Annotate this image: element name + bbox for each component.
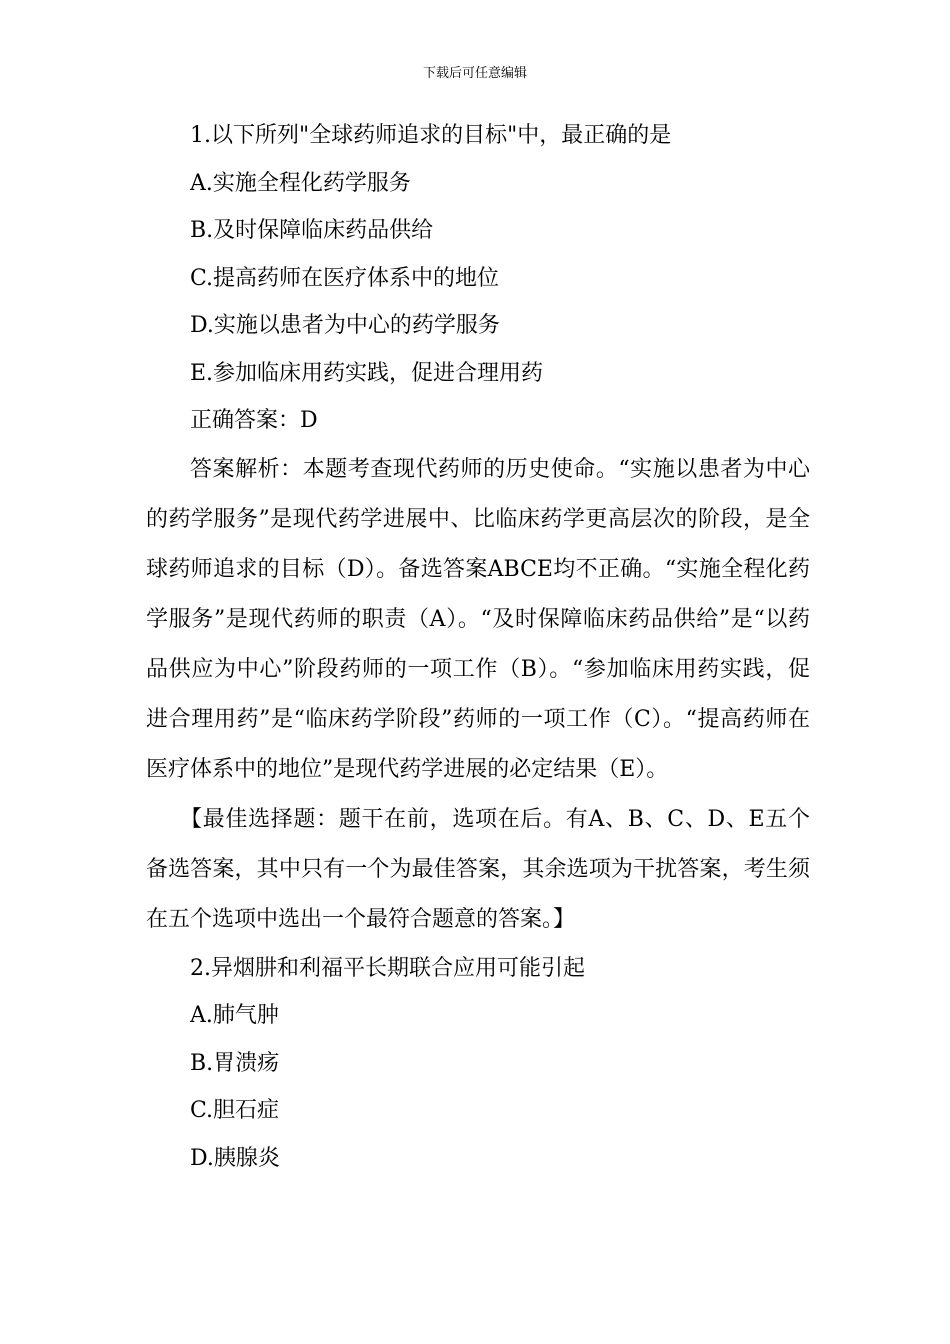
question-1-stem: 1.以下所列"全球药师追求的目标"中，最正确的是 xyxy=(190,123,672,148)
document-body xyxy=(146,112,810,1182)
question-1-analysis: 答案解析：本题考查现代药师的历史使命。“实施以患者为中心的药学服务”是现代药学进展中、比临床药学更高层次的阶段，是全球药师追求的目标（D）。备选答案ABCE均不正确。“实施全程化药学服务”是现代药师的职责（A）。“及时保障临床药品供给”是“以药品供应为中心”阶段药师的一项工作（B）。“参加临床用药实践，促进合理用药”是“临床药学阶段”药师的一项工作（C）。“提高药师在医疗体系中的地位”是现代药学进展的必定结果（E）。 xyxy=(146,456,810,782)
page-header: 下载后可任意编辑 xyxy=(422,66,527,81)
question-2-option-a: A.肺气肿 xyxy=(190,1003,279,1028)
question-1-option-e: E.参加临床用药实践，促进合理用药 xyxy=(190,360,544,386)
question-1-option-d: D.实施以患者为中心的药学服务 xyxy=(190,313,500,338)
question-2-stem: 2.异烟肼和利福平长期联合应用可能引起 xyxy=(190,955,585,981)
question-1-option-c: C.提高药师在医疗体系中的地位 xyxy=(190,265,500,291)
question-1-option-a: A.实施全程化药学服务 xyxy=(190,170,411,196)
question-type-notice: 【最佳选择题：题干在前，选项在后。有A、B、C、D、E五个备选答案，其中只有一个为最佳答案，其余选项为干扰答案，考生须在五个选项中选出一个最符合题意的答案。】 xyxy=(146,806,810,932)
question-1-answer: 正确答案：D xyxy=(190,408,318,433)
question-2-option-c: C.胆石症 xyxy=(190,1098,280,1123)
question-1-option-b: B.及时保障临床药品供给 xyxy=(190,218,434,243)
question-2-option-d: D.胰腺炎 xyxy=(190,1145,280,1171)
question-2-option-b: B.胃溃疡 xyxy=(190,1050,280,1076)
